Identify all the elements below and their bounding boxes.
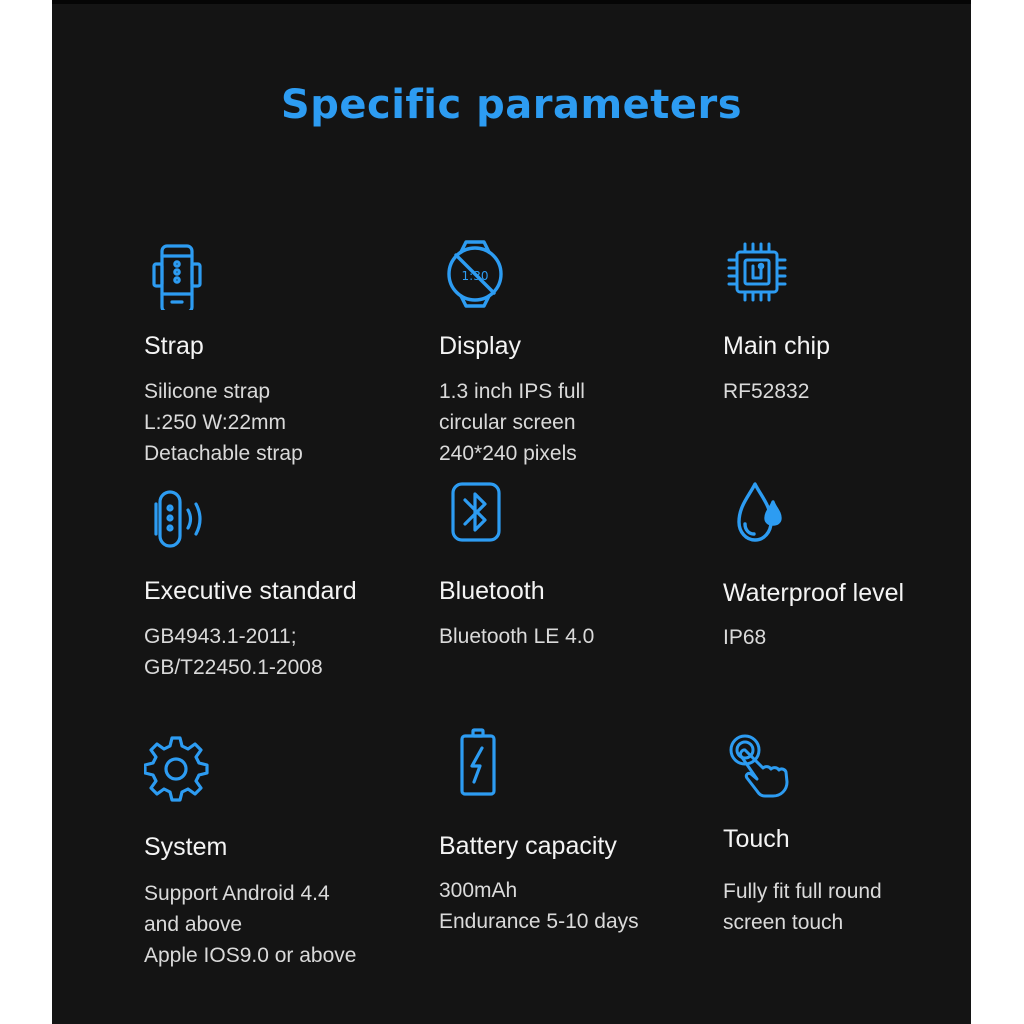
param-name: Executive standard [144, 577, 357, 605]
param-name: Main chip [723, 332, 830, 360]
gear-icon [144, 734, 216, 806]
param-name: Strap [144, 332, 204, 360]
page-title: Specific parameters [280, 82, 743, 128]
param-description: Support Android 4.4 and above Apple IOS9.0 or above [144, 882, 357, 967]
svg-text:1:30: 1:30 [461, 269, 489, 283]
param-description: IP68 [723, 626, 767, 649]
param-name: Battery capacity [439, 832, 617, 860]
param-description: Fully fit full round screen touch [723, 880, 882, 934]
battery-icon [439, 728, 511, 800]
watch-strap-icon [144, 238, 216, 310]
param-description: GB4943.1-2011; GB/T22450.1-2008 [144, 625, 323, 679]
vibrating-band-icon [144, 482, 216, 554]
bluetooth-icon [439, 482, 511, 554]
param-description: 300mAh Endurance 5-10 days [439, 879, 639, 933]
param-name: Touch [723, 825, 790, 853]
param-description: 1.3 inch IPS full circular screen 240*240 pixels [439, 380, 585, 465]
param-name: Display [439, 332, 521, 360]
param-name: Bluetooth [439, 577, 545, 605]
top-divider [52, 0, 971, 4]
param-description: Bluetooth LE 4.0 [439, 625, 595, 648]
parameters-panel [52, 0, 971, 1024]
param-description: RF52832 [723, 380, 810, 403]
param-name: System [144, 833, 228, 861]
water-drop-icon [723, 482, 795, 554]
param-description: Silicone strap L:250 W:22mm Detachable strap [144, 380, 303, 465]
chip-icon [723, 238, 795, 310]
watch-display-icon [439, 238, 511, 310]
touch-hand-icon [723, 734, 795, 806]
param-name: Waterproof level [723, 579, 905, 607]
